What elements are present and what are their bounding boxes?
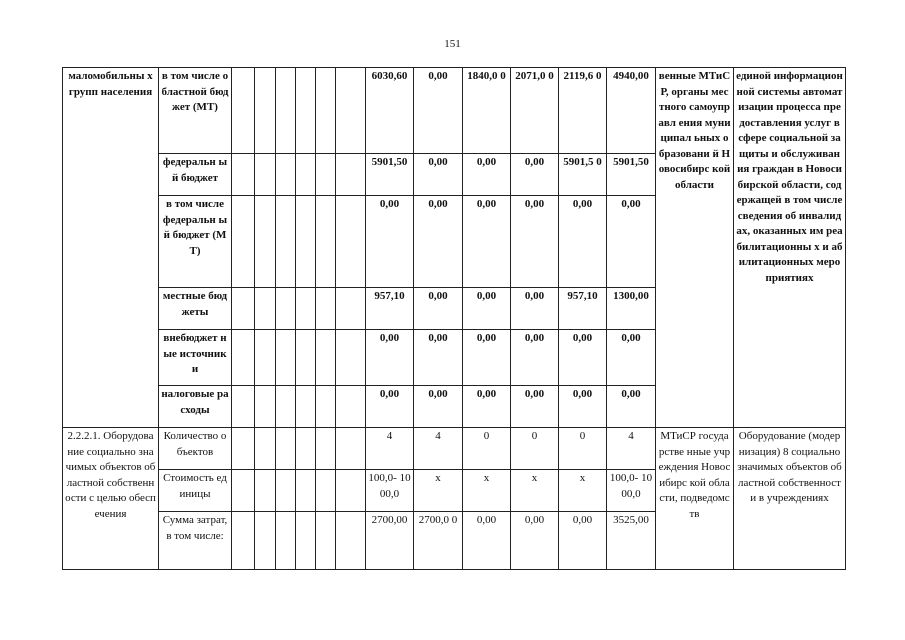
- value-cell: 2700,0 0: [414, 512, 463, 570]
- empty-cell: [316, 386, 336, 428]
- value-cell: 0,00: [607, 386, 656, 428]
- value-cell: 0,00: [559, 330, 607, 386]
- empty-cell: [296, 470, 316, 512]
- value-cell: 0,00: [414, 288, 463, 330]
- value-cell: 0,00: [511, 196, 559, 288]
- value-cell: 4: [414, 428, 463, 470]
- responsible-cell: венные МТиСР, органы местного самоуправл ения муниципал ьных образовани й Новосибирс кой области: [656, 68, 734, 428]
- lower-section: [63, 428, 846, 570]
- value-cell: 0,00: [414, 68, 463, 154]
- empty-cell: [316, 512, 336, 570]
- value-cell: 0,00: [511, 386, 559, 428]
- empty-cell: [232, 154, 255, 196]
- empty-cell: [276, 330, 296, 386]
- empty-cell: [316, 154, 336, 196]
- funding-source-label: местные бюджеты: [159, 288, 232, 330]
- measure-name-cell: 2.2.2.1. Оборудование социально значимых объектов областной собственности с целью обеспечения: [63, 428, 159, 570]
- empty-cell: [336, 470, 366, 512]
- value-cell: 0: [511, 428, 559, 470]
- value-cell: 0,00: [414, 196, 463, 288]
- value-cell: 0,00: [559, 512, 607, 570]
- empty-cell: [232, 288, 255, 330]
- empty-cell: [255, 288, 276, 330]
- table-row: [63, 68, 846, 154]
- empty-cell: [232, 428, 255, 470]
- funding-source-label: федеральн ый бюджет: [159, 154, 232, 196]
- funding-source-label: налоговые расходы: [159, 386, 232, 428]
- measure-name-cell: маломобильны х групп населения: [63, 68, 159, 428]
- value-cell: 957,10: [559, 288, 607, 330]
- empty-cell: [255, 330, 276, 386]
- empty-cell: [255, 154, 276, 196]
- value-cell: 2071,0 0: [511, 68, 559, 154]
- empty-cell: [232, 330, 255, 386]
- empty-cell: [232, 470, 255, 512]
- value-cell: 957,10: [366, 288, 414, 330]
- value-cell: 0,00: [366, 330, 414, 386]
- page-number: 151: [444, 38, 461, 50]
- empty-cell: [255, 428, 276, 470]
- value-cell: 0,00: [414, 330, 463, 386]
- funding-source-label: Сумма затрат, в том числе:: [159, 512, 232, 570]
- empty-cell: [296, 68, 316, 154]
- value-cell: 0,00: [366, 386, 414, 428]
- value-cell: 0,00: [511, 512, 559, 570]
- empty-cell: [316, 330, 336, 386]
- empty-cell: [296, 196, 316, 288]
- empty-cell: [276, 470, 296, 512]
- value-cell: 0,00: [511, 330, 559, 386]
- value-cell: 0: [559, 428, 607, 470]
- table-row: [63, 428, 846, 470]
- value-cell: 2700,00: [366, 512, 414, 570]
- value-cell: 100,0- 1000,0: [366, 470, 414, 512]
- funding-source-label: Количество объектов: [159, 428, 232, 470]
- empty-cell: [276, 428, 296, 470]
- value-cell: 0,00: [511, 288, 559, 330]
- value-cell: x: [559, 470, 607, 512]
- empty-cell: [316, 196, 336, 288]
- funding-source-label: внебюджет ные источники: [159, 330, 232, 386]
- value-cell: 5901,50: [607, 154, 656, 196]
- empty-cell: [336, 154, 366, 196]
- value-cell: x: [414, 470, 463, 512]
- empty-cell: [276, 196, 296, 288]
- empty-cell: [296, 288, 316, 330]
- value-cell: 0,00: [463, 154, 511, 196]
- value-cell: 1840,0 0: [463, 68, 511, 154]
- funding-source-label: в том числе областной бюджет (МТ): [159, 68, 232, 154]
- empty-cell: [232, 386, 255, 428]
- empty-cell: [232, 68, 255, 154]
- empty-cell: [296, 512, 316, 570]
- value-cell: 0,00: [559, 196, 607, 288]
- empty-cell: [255, 196, 276, 288]
- value-cell: 0,00: [414, 386, 463, 428]
- value-cell: 0,00: [559, 386, 607, 428]
- value-cell: 6030,60: [366, 68, 414, 154]
- value-cell: 0,00: [463, 386, 511, 428]
- value-cell: 2119,6 0: [559, 68, 607, 154]
- empty-cell: [276, 154, 296, 196]
- responsible-cell: МТиСР государстве нные учреждения Новосибирс кой области, подведомств: [656, 428, 734, 570]
- empty-cell: [255, 512, 276, 570]
- empty-cell: [296, 428, 316, 470]
- empty-cell: [336, 512, 366, 570]
- value-cell: 0,00: [607, 330, 656, 386]
- empty-cell: [232, 196, 255, 288]
- value-cell: 0,00: [414, 154, 463, 196]
- value-cell: 4940,00: [607, 68, 656, 154]
- value-cell: 0,00: [463, 512, 511, 570]
- funding-source-label: Стоимость единицы: [159, 470, 232, 512]
- empty-cell: [336, 68, 366, 154]
- empty-cell: [276, 68, 296, 154]
- value-cell: 0,00: [463, 330, 511, 386]
- empty-cell: [336, 288, 366, 330]
- result-cell: Оборудование (модернизация) 8 социально значимых объектов областной собственности в учреждениях: [734, 428, 846, 570]
- budget-table: [62, 67, 846, 570]
- empty-cell: [316, 470, 336, 512]
- empty-cell: [336, 428, 366, 470]
- value-cell: x: [463, 470, 511, 512]
- value-cell: 0,00: [366, 196, 414, 288]
- value-cell: 4: [366, 428, 414, 470]
- empty-cell: [232, 512, 255, 570]
- value-cell: 1300,00: [607, 288, 656, 330]
- value-cell: 100,0- 1000,0: [607, 470, 656, 512]
- value-cell: 4: [607, 428, 656, 470]
- empty-cell: [336, 330, 366, 386]
- empty-cell: [276, 386, 296, 428]
- funding-source-label: в том числе федеральн ый бюджет (МТ): [159, 196, 232, 288]
- result-cell: единой информационной системы автоматизации процесса предоставления услуг в сфере социальной защиты и обслуживания граждан в Новосибирской области, содержащей в том числе сведения об инвалидах, оказанных им реабилитационны х и абилитационных мероприятиях: [734, 68, 846, 428]
- empty-cell: [296, 154, 316, 196]
- upper-section: [63, 68, 846, 428]
- empty-cell: [296, 330, 316, 386]
- value-cell: 0,00: [511, 154, 559, 196]
- empty-cell: [296, 386, 316, 428]
- empty-cell: [336, 196, 366, 288]
- value-cell: 5901,5 0: [559, 154, 607, 196]
- empty-cell: [255, 470, 276, 512]
- empty-cell: [276, 288, 296, 330]
- empty-cell: [336, 386, 366, 428]
- empty-cell: [255, 68, 276, 154]
- empty-cell: [276, 512, 296, 570]
- value-cell: 5901,50: [366, 154, 414, 196]
- value-cell: 0,00: [463, 196, 511, 288]
- empty-cell: [255, 386, 276, 428]
- empty-cell: [316, 428, 336, 470]
- value-cell: 0,00: [607, 196, 656, 288]
- value-cell: x: [511, 470, 559, 512]
- empty-cell: [316, 288, 336, 330]
- value-cell: 0,00: [463, 288, 511, 330]
- empty-cell: [316, 68, 336, 154]
- value-cell: 3525,00: [607, 512, 656, 570]
- value-cell: 0: [463, 428, 511, 470]
